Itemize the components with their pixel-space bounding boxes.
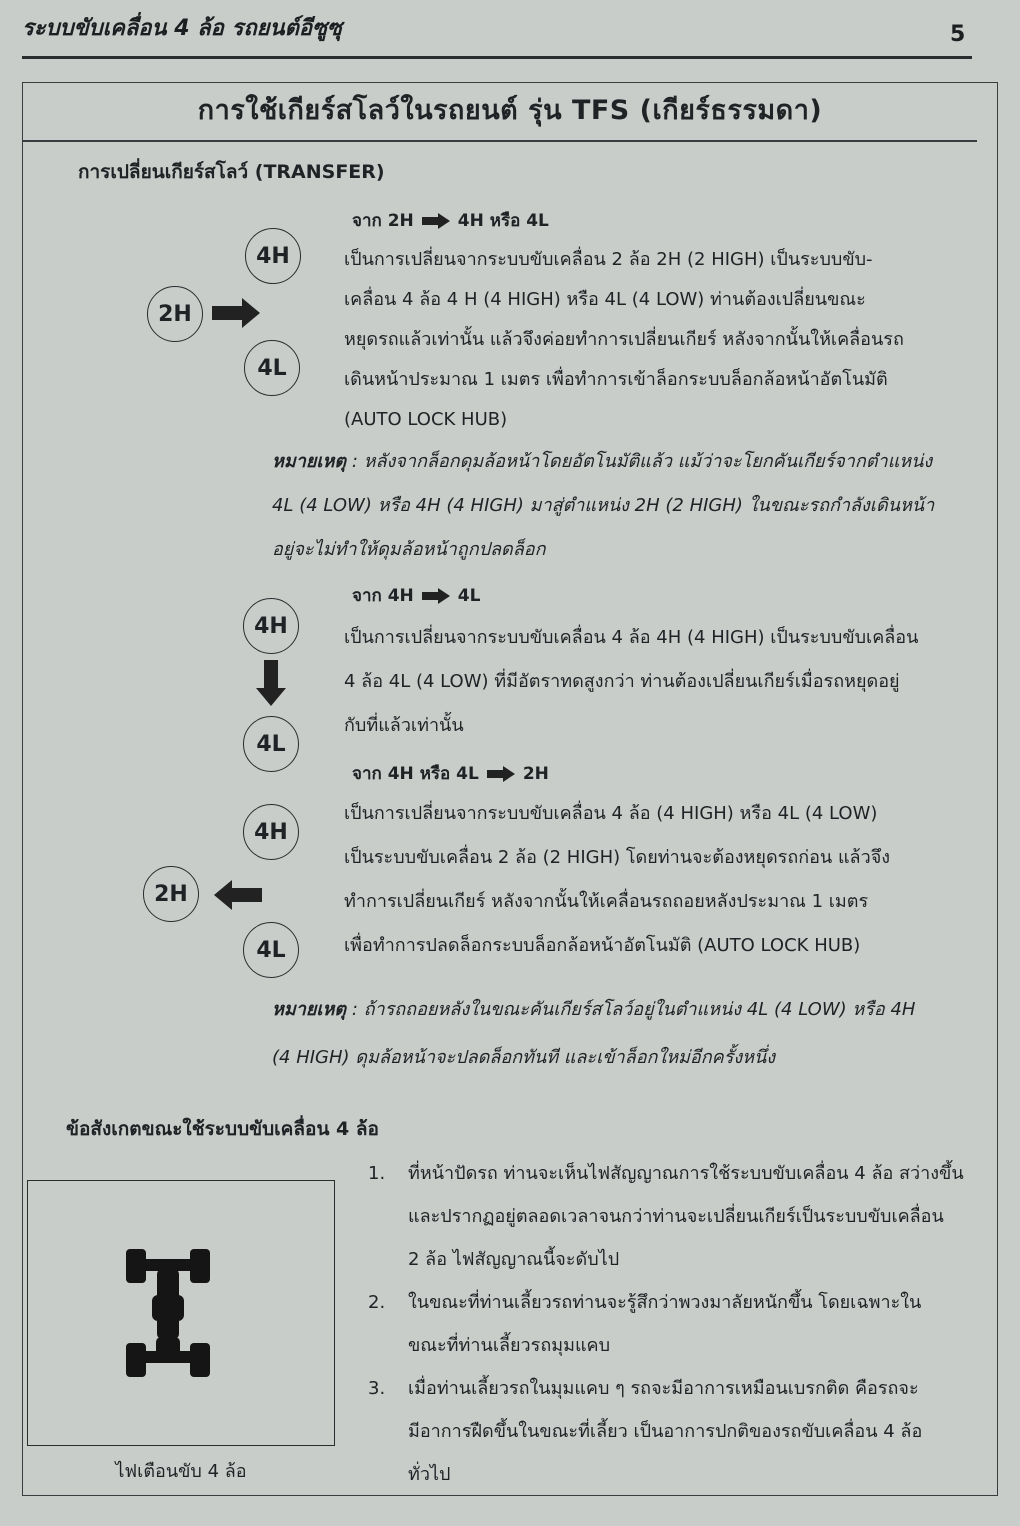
section3-to: 2H bbox=[522, 763, 549, 784]
gear-4l-circle: 4L bbox=[244, 340, 300, 396]
header-rule bbox=[22, 56, 972, 59]
observations-list bbox=[368, 1152, 993, 1496]
title-divider bbox=[22, 140, 977, 142]
down-arrow-icon bbox=[256, 660, 286, 706]
gear-4h-circle: 4H bbox=[245, 228, 301, 284]
gear-4l-circle: 4L bbox=[243, 922, 299, 978]
gear-4h-circle: 4H bbox=[243, 804, 299, 860]
box-title: การใช้เกียร์สโลว์ในรถยนต์ รุ่น TFS (เกียร์ธรรมดา) bbox=[197, 95, 823, 126]
left-arrow-icon bbox=[214, 880, 262, 910]
gear-4h-circle: 4H bbox=[243, 598, 299, 654]
note2-label: หมายเหตุ bbox=[272, 999, 347, 1020]
gear-2h-circle: 2H bbox=[143, 866, 199, 922]
right-arrow-icon bbox=[212, 298, 260, 328]
section2-heading bbox=[352, 582, 480, 609]
section3-heading bbox=[352, 760, 549, 787]
note1: หมายเหตุ : หลังจากล็อกดุมล้อหน้าโดยอัตโนมัติแล้ว แม้ว่าจะโยกคันเกียร์จากตำแหน่ง 4L (4 LOW) หรือ 4H (4 HIGH) มาสู่ตำแหน่ง 2H (2 HIGH) ในขณะรถกำลังเดินหน้า อยู่จะไม่ทำให้ดุมล้อหน้าถูกปลดล็อก bbox=[272, 451, 935, 560]
note1-label: หมายเหตุ bbox=[272, 451, 347, 472]
section2-to: 4L bbox=[457, 585, 481, 606]
gear-2h-circle: 2H bbox=[147, 286, 203, 342]
warning-light-figure bbox=[27, 1180, 335, 1446]
4wd-drivetrain-icon bbox=[124, 1247, 214, 1377]
page-number: 5 bbox=[950, 22, 966, 47]
section1-heading bbox=[352, 207, 549, 234]
section3-from: จาก 4H หรือ 4L bbox=[352, 764, 479, 784]
right-arrow-icon bbox=[487, 766, 515, 782]
section3-text: เป็นการเปลี่ยนจากระบบขับเคลื่อน 4 ล้อ (4 HIGH) หรือ 4L (4 LOW) เป็นระบบขับเคลื่อน 2 ล้อ (2 HIGH) โดยท่านจะต้องหยุดรถก่อน แล้วจึง ทำการเปลี่ยนเกียร์ หลังจากนั้นให้เคลื่อนรถถอยหลังประมาณ 1 เมตร เพื่อทำการปลดล็อกระบบล็อกล้อหน้าอัตโนมัติ (AUTO LOCK HUB) bbox=[344, 803, 891, 956]
list-item: 2. ในขณะที่ท่านเลี้ยวรถท่านจะรู้สึกว่าพวงมาลัยหนักขึ้น โดยเฉพาะใน ขณะที่ท่านเลี้ยวรถมุมแคบ bbox=[368, 1292, 922, 1356]
right-arrow-icon bbox=[422, 588, 450, 604]
right-arrow-icon bbox=[422, 213, 450, 229]
section2-text: เป็นการเปลี่ยนจากระบบขับเคลื่อน 4 ล้อ 4H (4 HIGH) เป็นระบบขับเคลื่อน 4 ล้อ 4L (4 LOW) ที่มีอัตราทดสูงกว่า ท่านต้องเปลี่ยนเกียร์เมื่อรถหยุดอยู่ กับที่แล้วเท่านั้น bbox=[344, 627, 919, 736]
list-item: 3. เมื่อท่านเลี้ยวรถในมุมแคบ ๆ รถจะมีอาการเหมือนเบรกติด คือรถจะ มีอาการฝืดขึ้นในขณะที่เลี้ยว เป็นอาการปกติของรถขับเคลื่อน 4 ล้อ ทั่วไป bbox=[368, 1378, 923, 1485]
figure-caption: ไฟเตือนขับ 4 ล้อ bbox=[115, 1461, 247, 1482]
gear-4l-circle: 4L bbox=[243, 716, 299, 772]
section2-from: จาก 4H bbox=[352, 586, 414, 606]
running-title: ระบบขับเคลื่อน 4 ล้อ รถยนต์อีซูซุ bbox=[22, 16, 342, 41]
transfer-heading: การเปลี่ยนเกียร์สโลว์ (TRANSFER) bbox=[78, 161, 385, 183]
section1-from: จาก 2H bbox=[352, 211, 414, 231]
list-item: 1. ที่หน้าปัดรถ ท่านจะเห็นไฟสัญญาณการใช้ระบบขับเคลื่อน 4 ล้อ สว่างขึ้น และปรากฏอยู่ตลอดเวลาจนกว่าท่านจะเปลี่ยนเกียร์เป็นระบบขับเคลื่อน 2 ล้อ ไฟสัญญาณนี้จะดับไป bbox=[368, 1163, 964, 1270]
section1-text: เป็นการเปลี่ยนจากระบบขับเคลื่อน 2 ล้อ 2H (2 HIGH) เป็นระบบขับ- เคลื่อน 4 ล้อ 4 H (4 HIGH) หรือ 4L (4 LOW) ท่านต้องเปลี่ยนขณะ หยุดรถแล้วเท่านั้น แล้วจึงค่อยทำการเปลี่ยนเกียร์ หลังจากนั้นให้เคลื่อนรถ เดินหน้าประมาณ 1 เมตร เพื่อทำการเข้าล็อกระบบล็อกล้อหน้าอัตโนมัติ (AUTO LOCK HUB) bbox=[344, 249, 904, 430]
note2: หมายเหตุ : ถ้ารถถอยหลังในขณะคันเกียร์สโลว์อยู่ในตำแหน่ง 4L (4 LOW) หรือ 4H (4 HIGH) ดุมล้อหน้าจะปลดล็อกทันที และเข้าล็อกใหม่อีกครั้งหนึ่ง bbox=[272, 999, 916, 1068]
observations-heading: ข้อสังเกตขณะใช้ระบบขับเคลื่อน 4 ล้อ bbox=[66, 1118, 379, 1140]
section1-to: 4H หรือ 4L bbox=[457, 211, 549, 231]
